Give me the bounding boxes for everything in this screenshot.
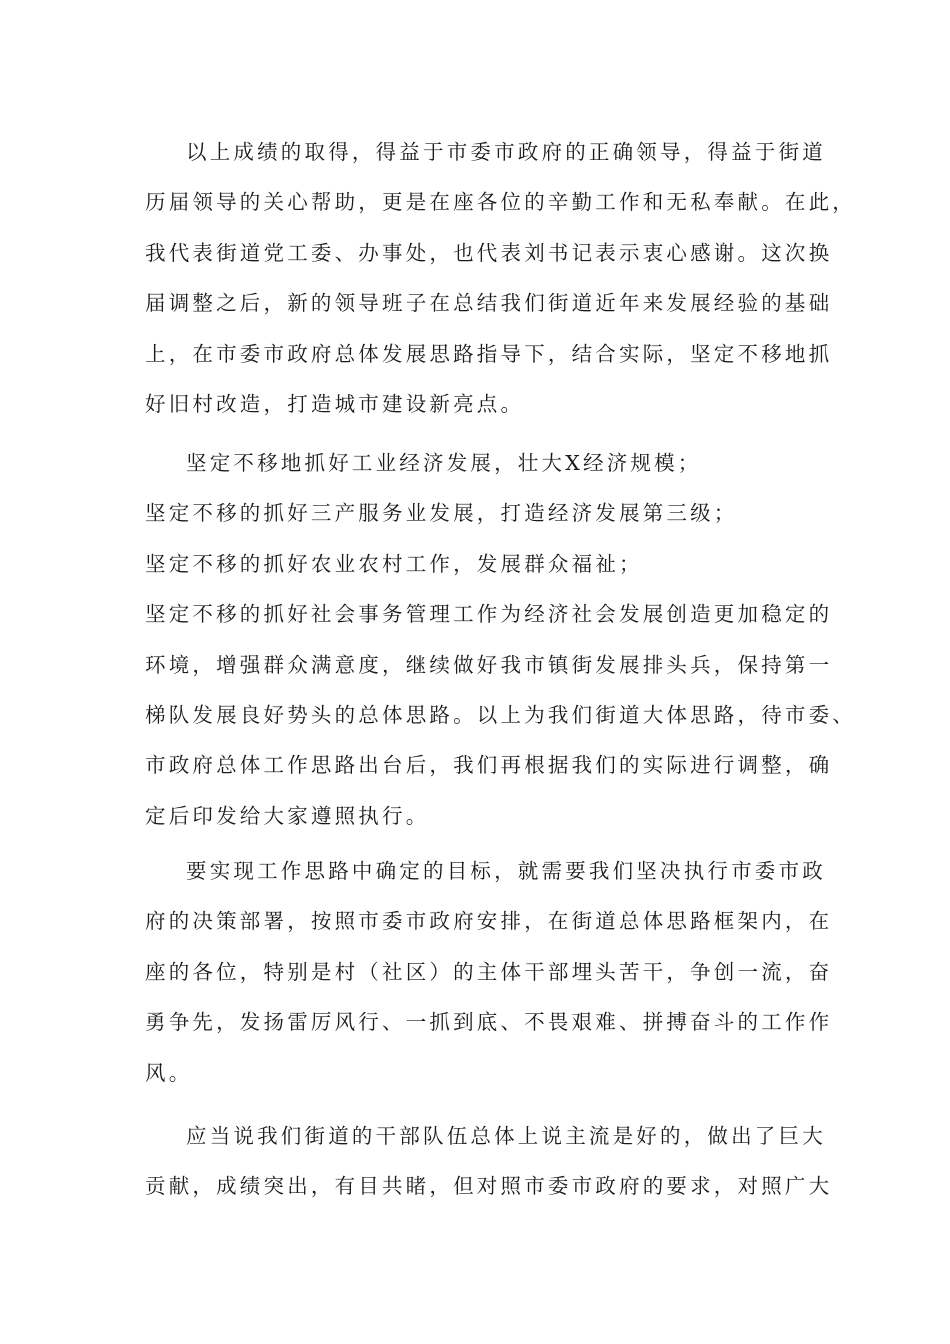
text-line: 座的各位，特别是村（社区）的主体干部埋头苦干，争创一流，奋 <box>145 959 833 984</box>
text-line: 勇争先，发扬雷厉风行、一抓到底、不畏艰难、拼搏奋斗的工作作 <box>145 1010 833 1035</box>
text-line: 上，在市委市政府总体发展思路指导下，结合实际，坚定不移地抓 <box>145 341 833 366</box>
text-line: 应当说我们街道的干部队伍总体上说主流是好的，做出了巨大 <box>186 1124 826 1148</box>
text-line: 梯队发展良好势头的总体思路。以上为我们街道大体思路，待市委、 <box>145 702 856 727</box>
text-line: 坚定不移的抓好农业农村工作，发展群众福祉； <box>145 551 643 576</box>
text-line: 我代表街道党工委、办事处，也代表刘书记表示衷心感谢。这次换 <box>145 240 833 265</box>
text-line: 府的决策部署，按照市委市政府安排，在街道总体思路框架内，在 <box>145 909 833 934</box>
paragraph-cadre-team <box>145 1111 833 1212</box>
paragraph-development-ideas <box>145 438 856 841</box>
text-line: 市政府总体工作思路出台后，我们再根据我们的实际进行调整，确 <box>145 753 833 778</box>
text-line: 要实现工作思路中确定的目标，就需要我们坚决执行市委市政 <box>186 859 826 883</box>
text-line: 坚定不移的抓好三产服务业发展，打造经济发展第三级； <box>145 501 738 526</box>
text-line: 坚定不移的抓好社会事务管理工作为经济社会发展创造更加稳定的 <box>145 602 833 627</box>
text-line: 定后印发给大家遵照执行。 <box>145 803 430 828</box>
text-line: 环境，增强群众满意度，继续做好我市镇街发展排头兵，保持第一 <box>145 652 833 677</box>
text-line: 以上成绩的取得，得益于市委市政府的正确领导，得益于街道 <box>186 140 826 164</box>
text-line: 风。 <box>145 1060 193 1085</box>
text-line: 好旧村改造，打造城市建设新亮点。 <box>145 391 525 416</box>
text-line: 历届领导的关心帮助，更是在座各位的辛勤工作和无私奉献。在此， <box>145 190 856 215</box>
text-line: 坚定不移地抓好工业经济发展，壮大X经济规模； <box>186 451 702 475</box>
paragraph-achievements <box>145 127 856 429</box>
text-line: 届调整之后，新的领导班子在总结我们街道近年来发展经验的基础 <box>145 291 833 316</box>
text-line: 贡献，成绩突出，有目共睹，但对照市委市政府的要求，对照广大 <box>145 1174 833 1199</box>
paragraph-goals <box>145 846 833 1098</box>
